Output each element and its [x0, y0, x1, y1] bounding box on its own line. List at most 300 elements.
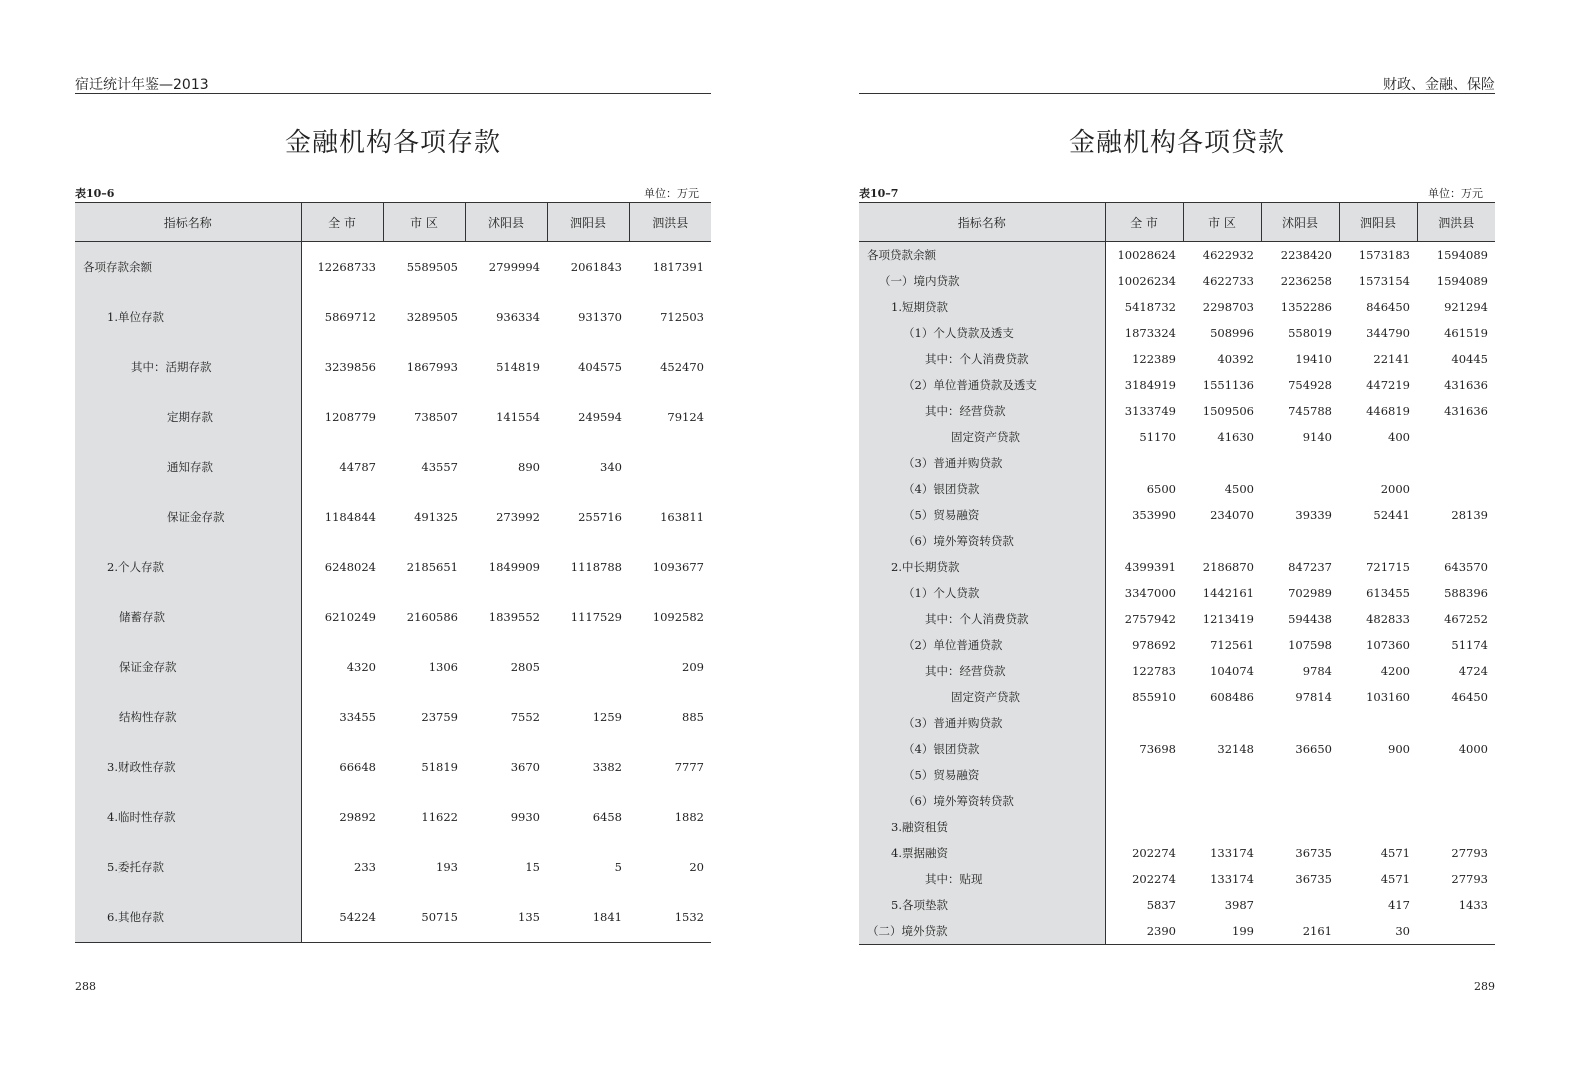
table-cell: [1261, 710, 1339, 736]
table-cell: [1183, 710, 1261, 736]
table-cell: [1261, 788, 1339, 814]
table-cell: [1261, 892, 1339, 918]
table-row: [859, 398, 1495, 424]
table-cell: 1509506: [1202, 404, 1254, 418]
row-label: 各项存款余额: [75, 242, 301, 293]
table-row: [75, 442, 711, 492]
row-label: 结构性存款: [75, 692, 301, 742]
table-cell: 1873324: [1124, 326, 1176, 340]
table-cell: 4500: [1224, 482, 1254, 496]
table-cell: 1573183: [1358, 248, 1410, 262]
table-row: [859, 476, 1495, 502]
table-cell: 43557: [421, 460, 458, 474]
table-cell: 921294: [1444, 300, 1488, 314]
table-cell: 846450: [1366, 300, 1410, 314]
table-cell: 6500: [1146, 482, 1176, 496]
table-cell: 1841: [547, 892, 629, 943]
row-label: 通知存款: [75, 442, 301, 492]
table-cell: 3670: [510, 760, 540, 774]
table-cell: 514819: [496, 360, 540, 374]
table-cell: 135: [465, 892, 547, 943]
table-cell: 643570: [1444, 560, 1488, 574]
table-cell: 1259: [592, 710, 622, 724]
table-row: [859, 580, 1495, 606]
table-cell: 508996: [1210, 326, 1254, 340]
table-row: [859, 294, 1495, 320]
table-cell: 461519: [1444, 326, 1488, 340]
table-cell: 431636: [1444, 404, 1488, 418]
table-cell: 613455: [1366, 586, 1410, 600]
table-cell: [1183, 450, 1261, 476]
table-cell: 2061843: [570, 260, 622, 274]
table-cell: 199: [1183, 918, 1261, 945]
row-label: 5.各项垫款: [859, 892, 1105, 918]
table-cell: 234070: [1210, 508, 1254, 522]
row-label: 1.单位存款: [75, 292, 301, 342]
table-cell: 467252: [1444, 612, 1488, 626]
table-cell: 5: [614, 860, 622, 874]
table-cell: 482833: [1366, 612, 1410, 626]
table-cell: 40392: [1217, 352, 1254, 366]
table-cell: [1417, 476, 1495, 502]
table-row: [75, 242, 711, 293]
table-cell: 608486: [1210, 690, 1254, 704]
table-row: [75, 592, 711, 642]
table-row: [859, 788, 1495, 814]
table-cell: 4622733: [1202, 274, 1254, 288]
table-row: [859, 840, 1495, 866]
table-cell: 491325: [414, 510, 458, 524]
table-cell: [1105, 762, 1183, 788]
column-header: 全 市: [1105, 203, 1183, 242]
row-label: 储蓄存款: [75, 592, 301, 642]
table-cell: 44787: [339, 460, 376, 474]
table-cell: 202274: [1132, 846, 1176, 860]
row-label: 定期存款: [75, 392, 301, 442]
table-row: [859, 762, 1495, 788]
table-cell: [1261, 476, 1339, 502]
table-cell: 36735: [1295, 846, 1332, 860]
row-label: （4）银团贷款: [859, 476, 1105, 502]
table-cell: [1261, 762, 1339, 788]
table-cell: 400: [1388, 430, 1410, 444]
table-cell: 9140: [1302, 430, 1332, 444]
table-cell: 133174: [1210, 872, 1254, 886]
loans-table: [859, 202, 1495, 945]
table-number: 表10–6: [75, 187, 115, 200]
table-cell: [1261, 528, 1339, 554]
row-label: 2.个人存款: [75, 542, 301, 592]
table-cell: 4320: [346, 660, 376, 674]
page-number: 289: [1474, 980, 1495, 993]
table-cell: 15: [525, 860, 540, 874]
table-cell: 7552: [510, 710, 540, 724]
row-label: 3.融资租赁: [859, 814, 1105, 840]
table-cell: 209: [682, 660, 704, 674]
table-cell: 2185651: [406, 560, 458, 574]
table-cell: 3382: [592, 760, 622, 774]
column-header: 沭阳县: [1261, 203, 1339, 242]
table-cell: 738507: [414, 410, 458, 424]
table-cell: 712503: [660, 310, 704, 324]
table-cell: 5418732: [1124, 300, 1176, 314]
table-cell: 2160586: [406, 610, 458, 624]
table-cell: 885: [682, 710, 704, 724]
table-row: [859, 320, 1495, 346]
table-cell: 4571: [1380, 846, 1410, 860]
row-label: （3）普通并购贷款: [859, 450, 1105, 476]
table-cell: 36735: [1295, 872, 1332, 886]
table-cell: 107598: [1288, 638, 1332, 652]
table-row: [859, 814, 1495, 840]
table-row: [75, 542, 711, 592]
table-cell: 1117529: [570, 610, 622, 624]
table-number: 表10–7: [859, 187, 899, 200]
row-label: 其中：经营贷款: [859, 398, 1105, 424]
table-cell: 73698: [1139, 742, 1176, 756]
column-header: 市 区: [383, 203, 465, 242]
column-header: 市 区: [1183, 203, 1261, 242]
row-label: （5）贸易融资: [859, 762, 1105, 788]
table-cell: 30: [1339, 918, 1417, 945]
row-label: 其中：贴现: [859, 866, 1105, 892]
row-label: 4.票据融资: [859, 840, 1105, 866]
table-cell: 446819: [1366, 404, 1410, 418]
table-row: [75, 292, 711, 342]
left-page: [75, 0, 711, 1077]
table-cell: [1339, 762, 1417, 788]
row-label: 6.其他存款: [75, 892, 301, 943]
table-cell: 3289505: [406, 310, 458, 324]
row-label: 保证金存款: [75, 492, 301, 542]
table-cell: 447219: [1366, 378, 1410, 392]
table-cell: [1339, 450, 1417, 476]
table-cell: 340: [600, 460, 622, 474]
row-label: （2）单位普通贷款及透支: [859, 372, 1105, 398]
table-cell: 1442161: [1202, 586, 1254, 600]
table-cell: [1183, 528, 1261, 554]
table-row: [75, 392, 711, 442]
table-cell: 29892: [339, 810, 376, 824]
table-cell: 1118788: [570, 560, 622, 574]
table-cell: 353990: [1132, 508, 1176, 522]
column-header: 泗阳县: [1339, 203, 1417, 242]
table-row: [859, 450, 1495, 476]
row-label: 固定资产贷款: [859, 424, 1105, 450]
table-cell: 103160: [1366, 690, 1410, 704]
table-cell: 1573154: [1358, 274, 1410, 288]
table-cell: [1105, 528, 1183, 554]
row-label: （5）贸易融资: [859, 502, 1105, 528]
table-row: [859, 632, 1495, 658]
table-cell: 900: [1388, 742, 1410, 756]
table-cell: 4571: [1380, 872, 1410, 886]
table-cell: [1105, 814, 1183, 840]
row-label: （6）境外筹资转贷款: [859, 788, 1105, 814]
table-cell: 1882: [674, 810, 704, 824]
column-header-name: 指标名称: [75, 203, 301, 242]
table-cell: 52441: [1373, 508, 1410, 522]
table-cell: 97814: [1295, 690, 1332, 704]
table-cell: [1183, 762, 1261, 788]
table-cell: 1352286: [1280, 300, 1332, 314]
table-cell: 107360: [1366, 638, 1410, 652]
table-row: [859, 554, 1495, 580]
table-row: [859, 372, 1495, 398]
row-label: 其中：个人消费贷款: [859, 606, 1105, 632]
table-cell: 2161: [1261, 918, 1339, 945]
table-cell: 11622: [421, 810, 458, 824]
table-cell: 12268733: [317, 260, 376, 274]
table-cell: 3184919: [1124, 378, 1176, 392]
table-cell: 9784: [1302, 664, 1332, 678]
table-cell: 7777: [674, 760, 704, 774]
table-cell: 754928: [1288, 378, 1332, 392]
row-label: 其中：经营贷款: [859, 658, 1105, 684]
table-cell: 588396: [1444, 586, 1488, 600]
table-cell: 344790: [1366, 326, 1410, 340]
row-label: 4.临时性存款: [75, 792, 301, 842]
table-cell: 66648: [339, 760, 376, 774]
table-cell: 193: [436, 860, 458, 874]
row-label: （2）单位普通贷款: [859, 632, 1105, 658]
table-cell: 5589505: [406, 260, 458, 274]
column-header-name: 指标名称: [859, 203, 1105, 242]
header-rule: [75, 93, 711, 94]
table-cell: 202274: [1132, 872, 1176, 886]
table-cell: [1183, 788, 1261, 814]
table-cell: 1839552: [488, 610, 540, 624]
table-cell: 104074: [1210, 664, 1254, 678]
table-cell: 6458: [592, 810, 622, 824]
row-label: 保证金存款: [75, 642, 301, 692]
table-cell: 27793: [1451, 846, 1488, 860]
table-row: [75, 642, 711, 692]
page-title: 金融机构各项存款: [284, 128, 501, 158]
row-label: 5.委托存款: [75, 842, 301, 892]
table-cell: 51819: [421, 760, 458, 774]
table-cell: 40445: [1451, 352, 1488, 366]
column-header: 沭阳县: [465, 203, 547, 242]
table-cell: 28139: [1451, 508, 1488, 522]
table-cell: 33455: [339, 710, 376, 724]
table-cell: [1339, 710, 1417, 736]
table-cell: 22141: [1373, 352, 1410, 366]
row-label: （4）银团贷款: [859, 736, 1105, 762]
table-cell: [1105, 450, 1183, 476]
table-cell: 249594: [578, 410, 622, 424]
column-header: 泗洪县: [629, 203, 711, 242]
table-cell: 50715: [383, 892, 465, 943]
table-cell: [1105, 788, 1183, 814]
table-cell: 978692: [1132, 638, 1176, 652]
table-row: [859, 892, 1495, 918]
row-label: 3.财政性存款: [75, 742, 301, 792]
row-label: （1）个人贷款: [859, 580, 1105, 606]
table-cell: [1417, 814, 1495, 840]
column-header: 泗阳县: [547, 203, 629, 242]
table-cell: [547, 642, 629, 692]
table-row: [859, 736, 1495, 762]
row-label: 其中：个人消费贷款: [859, 346, 1105, 372]
row-label: （6）境外筹资转贷款: [859, 528, 1105, 554]
table-cell: 1093677: [652, 560, 704, 574]
table-cell: 855910: [1132, 690, 1176, 704]
table-cell: [1417, 918, 1495, 945]
table-row: [859, 658, 1495, 684]
table-row: [859, 242, 1495, 269]
table-cell: 19410: [1295, 352, 1332, 366]
unit-label: 单位：万元: [644, 187, 699, 200]
table-cell: 721715: [1366, 560, 1410, 574]
table-cell: 931370: [578, 310, 622, 324]
table-cell: 4622932: [1202, 248, 1254, 262]
row-label: 固定资产贷款: [859, 684, 1105, 710]
running-head: 财政、金融、保险: [1383, 77, 1495, 93]
row-label: 其中：活期存款: [75, 342, 301, 392]
table-row: [75, 792, 711, 842]
table-cell: 1867993: [406, 360, 458, 374]
table-cell: 2236258: [1280, 274, 1332, 288]
table-cell: [1417, 710, 1495, 736]
table-cell: 2000: [1380, 482, 1410, 496]
page-title: 金融机构各项贷款: [1068, 128, 1285, 158]
page-number: 288: [75, 980, 96, 993]
table-cell: 4399391: [1124, 560, 1176, 574]
table-cell: [1183, 814, 1261, 840]
table-cell: 10028624: [1117, 248, 1176, 262]
running-head: 宿迁统计年鉴—2013: [75, 77, 209, 93]
table-row: [859, 424, 1495, 450]
table-cell: 27793: [1451, 872, 1488, 886]
table-cell: 46450: [1451, 690, 1488, 704]
table-cell: 2186870: [1202, 560, 1254, 574]
table-cell: 712561: [1210, 638, 1254, 652]
table-cell: 163811: [660, 510, 704, 524]
table-cell: 1184844: [324, 510, 376, 524]
table-cell: 133174: [1210, 846, 1254, 860]
table-cell: 2799994: [488, 260, 540, 274]
row-label: 1.短期贷款: [859, 294, 1105, 320]
table-row: [859, 346, 1495, 372]
table-cell: 1594089: [1436, 274, 1488, 288]
table-cell: 404575: [578, 360, 622, 374]
table-cell: 431636: [1444, 378, 1488, 392]
table-cell: 4200: [1380, 664, 1410, 678]
table-cell: 273992: [496, 510, 540, 524]
table-cell: 233: [354, 860, 376, 874]
table-cell: 9930: [510, 810, 540, 824]
table-cell: [1417, 424, 1495, 450]
table-cell: 3133749: [1124, 404, 1176, 418]
table-cell: 2757942: [1124, 612, 1176, 626]
table-cell: 452470: [660, 360, 704, 374]
row-label: 2.中长期贷款: [859, 554, 1105, 580]
table-cell: 54224: [301, 892, 383, 943]
table-cell: 2805: [510, 660, 540, 674]
table-cell: 4000: [1458, 742, 1488, 756]
table-cell: [1105, 710, 1183, 736]
table-cell: 2390: [1105, 918, 1183, 945]
table-row: [859, 710, 1495, 736]
deposits-table: [75, 202, 711, 943]
table-row: [75, 492, 711, 542]
row-label: （1）个人贷款及透支: [859, 320, 1105, 346]
table-cell: 890: [518, 460, 540, 474]
column-header: 泗洪县: [1417, 203, 1495, 242]
unit-label: 单位：万元: [1428, 187, 1483, 200]
table-cell: 1208779: [324, 410, 376, 424]
table-cell: 39339: [1295, 508, 1332, 522]
table-cell: 417: [1388, 898, 1410, 912]
table-cell: [1339, 528, 1417, 554]
table-row: [859, 866, 1495, 892]
table-cell: 2298703: [1202, 300, 1254, 314]
table-cell: 1594089: [1436, 248, 1488, 262]
table-cell: 6248024: [324, 560, 376, 574]
table-cell: 3347000: [1124, 586, 1176, 600]
table-cell: 3239856: [324, 360, 376, 374]
table-cell: [1339, 814, 1417, 840]
table-cell: 4724: [1458, 664, 1488, 678]
table-cell: 79124: [667, 410, 704, 424]
table-cell: 36650: [1295, 742, 1332, 756]
table-cell: 1433: [1458, 898, 1488, 912]
table-cell: [1417, 788, 1495, 814]
table-row: [859, 918, 1495, 945]
table-cell: 2238420: [1280, 248, 1332, 262]
table-row: [859, 606, 1495, 632]
table-cell: 5869712: [324, 310, 376, 324]
table-cell: [629, 442, 711, 492]
table-cell: 32148: [1217, 742, 1254, 756]
table-cell: [1417, 528, 1495, 554]
table-cell: 1532: [629, 892, 711, 943]
table-cell: 847237: [1288, 560, 1332, 574]
table-row: [859, 268, 1495, 294]
table-row: [75, 342, 711, 392]
table-row: [75, 692, 711, 742]
column-header: 全 市: [301, 203, 383, 242]
table-row: [859, 684, 1495, 710]
table-cell: 122389: [1132, 352, 1176, 366]
table-cell: [1417, 762, 1495, 788]
table-cell: 141554: [496, 410, 540, 424]
table-cell: 745788: [1288, 404, 1332, 418]
table-cell: 1817391: [652, 260, 704, 274]
row-label: 各项贷款余额: [859, 242, 1105, 269]
table-row: [75, 892, 711, 943]
row-label: （3）普通并购贷款: [859, 710, 1105, 736]
table-row: [859, 528, 1495, 554]
table-cell: 3987: [1224, 898, 1254, 912]
table-cell: [1339, 788, 1417, 814]
table-cell: 1306: [428, 660, 458, 674]
row-label: （二）境外贷款: [859, 918, 1105, 945]
header-rule: [859, 93, 1495, 94]
table-cell: 594438: [1288, 612, 1332, 626]
table-cell: [1261, 450, 1339, 476]
table-cell: 255716: [578, 510, 622, 524]
table-cell: 10026234: [1117, 274, 1176, 288]
table-cell: 51170: [1139, 430, 1176, 444]
table-cell: 1213419: [1202, 612, 1254, 626]
table-cell: 23759: [421, 710, 458, 724]
table-cell: 1092582: [652, 610, 704, 624]
table-cell: 41630: [1217, 430, 1254, 444]
table-cell: 5837: [1146, 898, 1176, 912]
table-row: [859, 502, 1495, 528]
